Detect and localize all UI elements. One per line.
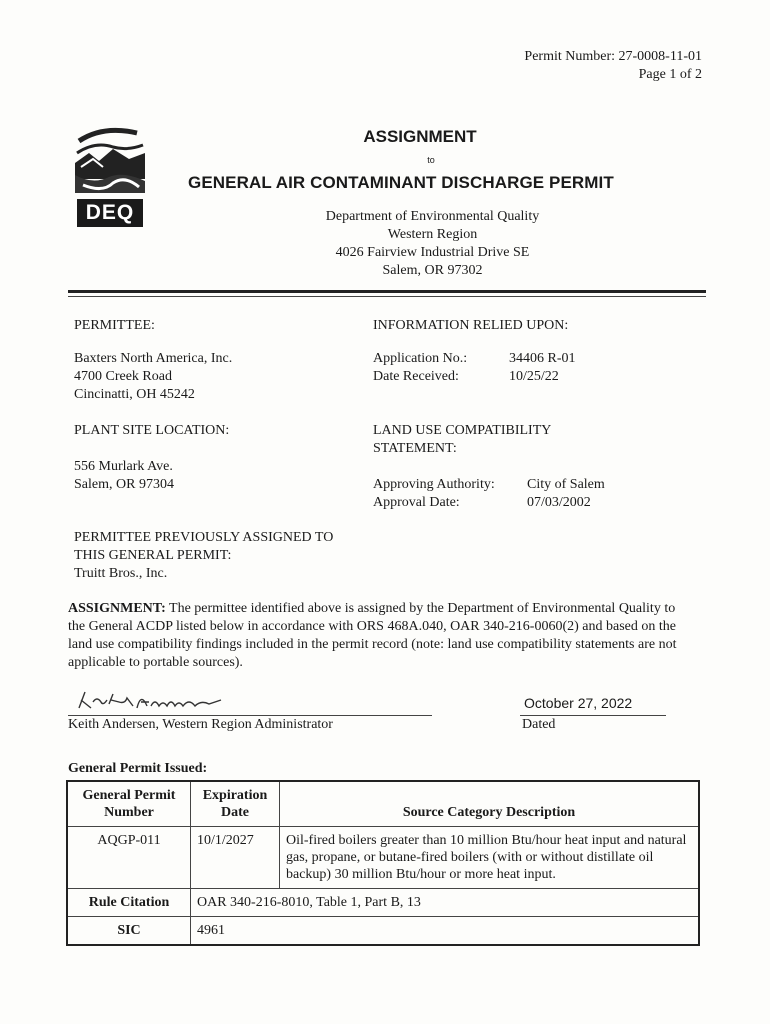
permit-number-cell: AQGP-011 — [67, 827, 191, 889]
land-use-heading-line2: STATEMENT: — [373, 441, 457, 456]
permittee-address — [74, 350, 232, 404]
sic-label: SIC — [67, 917, 191, 946]
permit-header — [524, 48, 702, 84]
department-city: Salem, OR 97302 — [382, 263, 483, 278]
expiration-cell: 10/1/2027 — [191, 827, 280, 889]
plant-street: 556 Murlark Ave. — [74, 459, 173, 474]
permittee-street: 4700 Creek Road — [74, 369, 172, 384]
previous-permittee-name: Truitt Bros., Inc. — [74, 566, 168, 581]
application-labels — [373, 350, 467, 386]
previous-heading-line1: PERMITTEE PREVIOUSLY ASSIGNED TO — [74, 530, 334, 545]
approval-labels — [373, 476, 495, 512]
land-use-heading-line1: LAND USE COMPATIBILITY — [373, 423, 552, 438]
table-header-row — [67, 781, 699, 827]
department-name: Department of Environmental Quality — [325, 209, 540, 224]
signature-scribble — [75, 688, 225, 714]
application-values — [509, 350, 576, 386]
permit-number: Permit Number: 27-0008-11-01 — [524, 49, 702, 64]
general-permit-table — [66, 780, 700, 946]
general-permit-heading: General Permit Issued: — [68, 761, 208, 776]
plant-site-address — [74, 458, 174, 494]
header-expiration: Expiration Date — [191, 781, 280, 827]
signature-date: October 27, 2022 — [524, 695, 633, 711]
approval-date-value: 07/03/2002 — [527, 495, 591, 510]
approval-date-label: Approval Date: — [373, 495, 460, 510]
section-rule-thick — [68, 290, 706, 293]
department-block — [280, 208, 585, 280]
header-permit-number: General Permit Number — [67, 781, 191, 827]
title-assignment: ASSIGNMENT — [363, 127, 477, 146]
previous-heading-line2: THIS GENERAL PERMIT: — [74, 548, 232, 563]
rule-citation-value: OAR 340-216-8010, Table 1, Part B, 13 — [191, 889, 700, 917]
approving-authority-label: Approving Authority: — [373, 477, 495, 492]
department-address: 4026 Fairview Industrial Drive SE — [335, 245, 530, 260]
assignment-text: The permittee identified above is assigned by the Department of Environmental Quality to the General ACDP listed below in accordance with ORS 468A.040, OAR 340-216-0060(2) and based on the land use compatibility findings included in the permit record (note: land use compatibility statements are not applicable to portable sources). — [68, 601, 677, 670]
approving-authority-value: City of Salem — [527, 477, 605, 492]
land-use-heading — [373, 422, 613, 458]
date-received-value: 10/25/22 — [509, 369, 559, 384]
title-main: GENERAL AIR CONTAMINANT DISCHARGE PERMIT — [188, 173, 614, 192]
date-line — [520, 715, 666, 716]
header-description: Source Category Description — [280, 781, 700, 827]
date-label: Dated — [522, 717, 556, 732]
description-cell: Oil-fired boilers greater than 10 million Btu/hour heat input and natural gas, propane, or butane-fired boilers (with or without distillate oil backup) 30 million Btu/hour or more heat input. — [280, 827, 700, 889]
permittee-heading: PERMITTEE: — [74, 318, 155, 333]
application-number-value: 34406 R-01 — [509, 351, 576, 366]
plant-city: Salem, OR 97304 — [74, 477, 174, 492]
date-received-label: Date Received: — [373, 369, 459, 384]
rule-citation-label: Rule Citation — [67, 889, 191, 917]
plant-site-heading: PLANT SITE LOCATION: — [74, 423, 230, 438]
table-row — [67, 889, 699, 917]
permittee-city: Cincinatti, OH 45242 — [74, 387, 195, 402]
application-number-label: Application No.: — [373, 351, 468, 366]
section-rule-thin — [68, 296, 706, 297]
title-to: to — [427, 155, 435, 165]
assignment-label: ASSIGNMENT: — [68, 601, 166, 616]
deq-logo-text: DEQ — [85, 201, 135, 224]
table-row — [67, 827, 699, 889]
assignment-paragraph — [68, 600, 678, 672]
signature-image — [75, 688, 225, 714]
signatory-name: Keith Andersen, Western Region Administrator — [68, 717, 333, 732]
sic-value: 4961 — [191, 917, 700, 946]
approval-values — [527, 476, 605, 512]
info-heading: INFORMATION RELIED UPON: — [373, 318, 569, 333]
department-region: Western Region — [387, 227, 478, 242]
permittee-name: Baxters North America, Inc. — [74, 351, 233, 366]
page-indicator: Page 1 of 2 — [638, 67, 702, 82]
signature-line — [68, 715, 432, 716]
table-row — [67, 917, 699, 946]
previous-permittee — [74, 529, 394, 583]
